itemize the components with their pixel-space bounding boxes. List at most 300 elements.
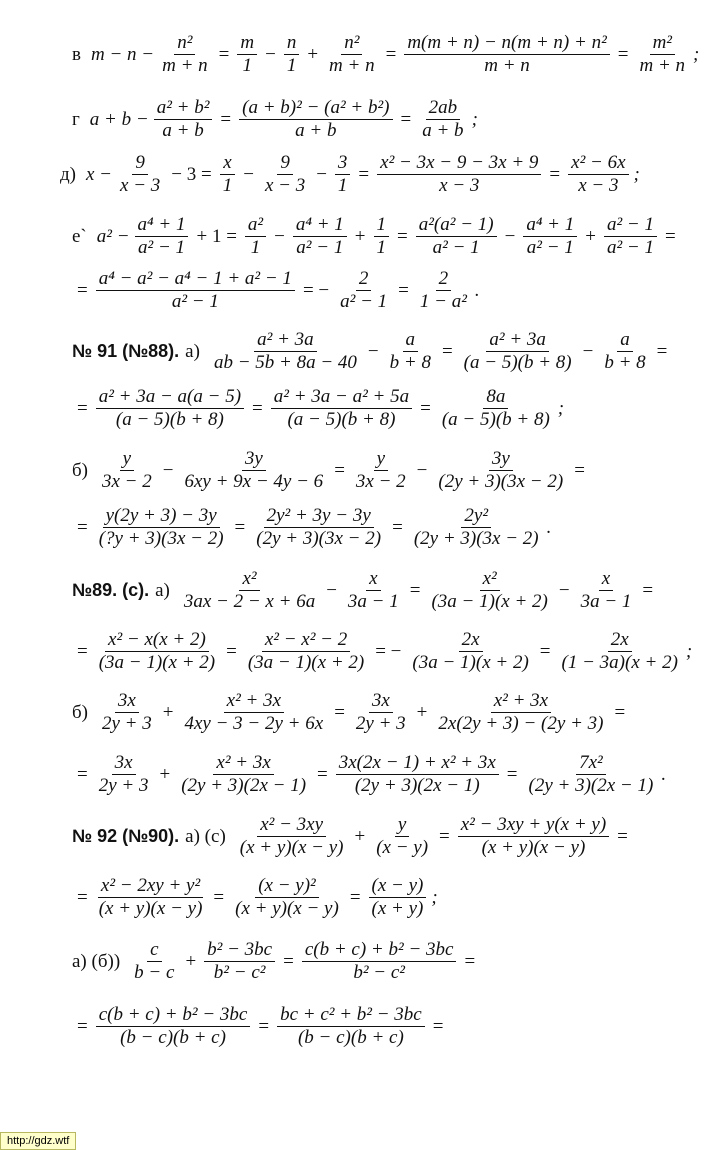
denominator: (2y + 3)(2x − 1)	[181, 775, 307, 797]
fraction	[409, 629, 531, 675]
fraction	[135, 214, 189, 260]
item-label: е`	[72, 225, 87, 247]
numerator: m²	[650, 32, 675, 55]
numerator: 2x	[608, 629, 632, 652]
operator: =	[258, 1015, 270, 1037]
numerator: 3y	[489, 448, 513, 471]
fraction	[374, 214, 390, 260]
operator: =	[665, 225, 676, 247]
operator: −	[243, 163, 254, 185]
formula-line	[72, 752, 707, 798]
fraction	[302, 939, 457, 985]
numerator: a² + 3a − a(a − 5)	[96, 386, 244, 409]
denominator: 6xy + 9x − 4y − 6	[184, 471, 324, 493]
operator: = −	[302, 279, 330, 301]
operator: =	[77, 1015, 88, 1037]
formula-line	[60, 152, 707, 198]
fraction	[159, 32, 211, 78]
denominator: (3a − 1)(x + 2)	[412, 652, 529, 674]
expression-text: ;	[471, 108, 478, 130]
numerator: 3x	[112, 752, 136, 775]
expression-text: ;	[431, 886, 438, 908]
numerator: x	[220, 152, 234, 175]
numerator: 3x(2x − 1) + x² + 3x	[336, 752, 499, 775]
denominator: 4xy − 3 − 2y + 6x	[184, 713, 324, 735]
fraction	[271, 386, 412, 432]
denominator: a² − 1	[606, 237, 654, 259]
denominator: (a − 5)(b + 8)	[463, 352, 572, 374]
fraction	[637, 32, 689, 78]
operator: =	[464, 950, 476, 972]
numerator: 3y	[242, 448, 266, 471]
numerator: 2x	[459, 629, 483, 652]
denominator: b − c	[134, 962, 175, 984]
formula-line	[72, 690, 707, 736]
numerator: 2y²	[461, 505, 491, 528]
numerator: 2ab	[426, 97, 461, 120]
operator: −	[162, 459, 174, 481]
formula-line	[72, 268, 707, 314]
operator: =	[77, 397, 88, 419]
fraction	[523, 214, 577, 260]
fraction	[601, 329, 648, 375]
fraction	[96, 505, 227, 551]
denominator: a + b	[422, 120, 464, 142]
denominator: b + 8	[389, 352, 431, 374]
operator: −	[582, 340, 594, 362]
item-label: в	[72, 43, 81, 65]
denominator: 2y + 3	[102, 713, 152, 735]
numerator: x² − 3xy	[257, 814, 326, 837]
denominator: m + n	[329, 55, 375, 77]
operator: =	[506, 763, 518, 785]
fraction	[117, 152, 163, 198]
numerator: a²(a² − 1)	[416, 214, 497, 237]
fraction	[237, 814, 347, 860]
numerator: a⁴ + 1	[293, 214, 347, 237]
operator: +	[585, 225, 596, 247]
numerator: x² − 3xy + y(x + y)	[458, 814, 609, 837]
fraction	[181, 448, 326, 494]
formula-line	[72, 875, 707, 921]
operator: =	[77, 640, 88, 662]
operator: =	[283, 950, 294, 972]
formula-line	[72, 629, 707, 675]
problem-number: №89. (с).	[72, 580, 150, 601]
fraction	[345, 568, 402, 614]
numerator: 2	[436, 268, 452, 291]
numerator: a	[617, 329, 633, 352]
denominator: 1	[242, 55, 252, 77]
expression-text: x −	[86, 163, 113, 185]
operator: =	[385, 43, 397, 65]
fraction	[458, 814, 609, 860]
operator: =	[400, 108, 412, 130]
numerator: y	[120, 448, 134, 471]
denominator: 3a − 1	[347, 591, 399, 613]
operator: −	[326, 579, 337, 601]
numerator: y(2y + 3) − 3y	[103, 505, 220, 528]
item-label: б)	[72, 701, 88, 723]
operator: +	[354, 225, 366, 247]
operator: =	[617, 825, 628, 847]
fraction	[237, 32, 257, 78]
problem-number: № 92 (№90).	[72, 826, 180, 847]
operator: =	[432, 1015, 444, 1037]
numerator: x² + 3x	[491, 690, 551, 713]
numerator: 2	[356, 268, 372, 291]
fraction	[417, 268, 470, 314]
operator: +	[185, 950, 197, 972]
operator: +	[416, 701, 428, 723]
denominator: 1	[250, 237, 261, 259]
denominator: a + b	[162, 120, 204, 142]
denominator: (x + y)(x − y)	[481, 837, 586, 859]
fraction	[435, 448, 566, 494]
fraction	[526, 752, 657, 798]
numerator: a² + 3a	[486, 329, 549, 352]
fraction	[154, 97, 213, 143]
fraction	[353, 690, 409, 736]
numerator: 1	[374, 214, 390, 237]
expression-text: ;	[685, 640, 693, 662]
fraction	[337, 268, 390, 314]
item-label: г	[72, 108, 80, 130]
fraction	[178, 752, 309, 798]
fraction	[404, 32, 609, 78]
denominator: (x + y)	[371, 898, 424, 920]
denominator: (b − c)(b + c)	[120, 1027, 226, 1049]
numerator: c(b + c) + b² − 3bc	[302, 939, 457, 962]
formula-line	[72, 97, 707, 143]
formula-line	[72, 1004, 707, 1050]
operator: =	[77, 279, 88, 301]
denominator: a + b	[295, 120, 337, 142]
denominator: x − 3	[264, 175, 306, 197]
fraction	[604, 214, 657, 260]
expression-text: a² −	[96, 225, 130, 247]
numerator: 3	[335, 152, 351, 175]
denominator: (x + y)(x − y)	[235, 898, 339, 920]
numerator: 3x	[115, 690, 139, 713]
fraction	[377, 152, 541, 198]
operator: =	[234, 516, 246, 538]
expression-text: ;	[693, 43, 700, 65]
operator: +	[307, 43, 319, 65]
formula-line	[72, 814, 707, 860]
denominator: a² − 1	[296, 237, 344, 259]
denominator: a² − 1	[171, 291, 219, 313]
numerator: a⁴ + 1	[135, 214, 189, 237]
fraction	[419, 97, 466, 143]
numerator: (x − y)	[369, 875, 427, 898]
denominator: (3a − 1)(x + 2)	[98, 652, 216, 674]
numerator: a² + 3a − a² + 5a	[271, 386, 412, 409]
fraction	[387, 329, 434, 375]
numerator: 8a	[483, 386, 508, 409]
fraction	[335, 152, 351, 198]
operator: +	[354, 825, 366, 847]
operator: −	[274, 225, 285, 247]
formula-line	[72, 329, 707, 375]
denominator: 2x(2y + 3) − (2y + 3)	[438, 713, 604, 735]
operator: +	[159, 763, 171, 785]
operator: =	[358, 163, 370, 185]
item-label: а)	[155, 579, 170, 601]
denominator: m + n	[639, 55, 686, 77]
expression-text: m − n −	[90, 43, 155, 65]
denominator: x − 3	[578, 175, 619, 197]
numerator: x² − 3x − 9 − 3x + 9	[377, 152, 541, 175]
fraction	[353, 448, 409, 494]
fraction	[284, 32, 300, 78]
fraction	[96, 875, 206, 921]
numerator: 9	[132, 152, 148, 175]
formula-line	[72, 505, 707, 551]
operator: −	[558, 579, 570, 601]
operator: −	[316, 163, 327, 185]
numerator: (x − y)²	[255, 875, 319, 898]
denominator: b + 8	[604, 352, 646, 374]
item-label: д)	[60, 163, 76, 185]
operator: =	[420, 397, 431, 419]
fraction	[293, 214, 347, 260]
operator: =	[77, 763, 88, 785]
numerator: b² − 3bc	[204, 939, 275, 962]
numerator: x	[599, 568, 613, 591]
denominator: a² − 1	[526, 237, 574, 259]
numerator: 9	[277, 152, 293, 175]
operator: =	[549, 163, 561, 185]
denominator: (2y + 3)(3x − 2)	[413, 528, 539, 550]
numerator: x² + 3x	[213, 752, 273, 775]
numerator: bc + c² + b² − 3bc	[277, 1004, 425, 1027]
expression-text: a + b −	[89, 108, 149, 130]
fraction	[369, 875, 427, 921]
expression-text: .	[661, 763, 667, 785]
denominator: (2y + 3)(3x − 2)	[256, 528, 382, 550]
denominator: b² − c²	[213, 962, 266, 984]
denominator: x − 3	[439, 175, 480, 197]
fraction	[99, 448, 155, 494]
fraction	[245, 214, 266, 260]
denominator: (3a − 1)(x + 2)	[431, 591, 548, 613]
operator: = −	[375, 640, 402, 662]
operator: =	[642, 579, 654, 601]
numerator: x² + 3x	[224, 690, 284, 713]
operator: =	[334, 459, 345, 481]
denominator: (3a − 1)(x + 2)	[247, 652, 365, 674]
fraction	[326, 32, 378, 78]
operator: =	[220, 108, 232, 130]
fraction	[336, 752, 499, 798]
fraction	[239, 97, 392, 143]
fraction	[181, 690, 326, 736]
numerator: c(b + c) + b² − 3bc	[96, 1004, 251, 1027]
item-label: а)	[185, 340, 200, 362]
denominator: ab − 5b + 8a − 40	[213, 352, 357, 374]
denominator: 3x − 2	[355, 471, 406, 493]
operator: −	[504, 225, 516, 247]
numerator: a	[403, 329, 419, 352]
operator: =	[617, 43, 629, 65]
fraction	[96, 752, 152, 798]
operator: −	[416, 459, 428, 481]
denominator: (a − 5)(b + 8)	[287, 409, 396, 431]
fraction	[568, 152, 628, 198]
operator: =	[317, 763, 328, 785]
denominator: 3x − 2	[102, 471, 152, 493]
denominator: a² − 1	[138, 237, 186, 259]
numerator: x² − 2xy + y²	[98, 875, 203, 898]
denominator: 1	[286, 55, 297, 77]
fraction	[220, 152, 236, 198]
item-label: б)	[72, 459, 88, 481]
expression-text: .	[546, 516, 552, 538]
problem-number: № 91 (№88).	[72, 341, 180, 362]
denominator: m + n	[162, 55, 208, 77]
denominator: (x + y)(x − y)	[98, 898, 203, 920]
numerator: 2y² + 3y − 3y	[264, 505, 374, 528]
fraction	[96, 386, 244, 432]
denominator: b² − c²	[353, 962, 405, 984]
formula-line	[72, 386, 707, 432]
numerator: y	[374, 448, 388, 471]
operator: =	[409, 579, 421, 601]
numerator: 3x	[369, 690, 393, 713]
fraction	[96, 1004, 251, 1050]
denominator: x − 3	[120, 175, 161, 197]
item-label: а) (б))	[72, 950, 121, 972]
fraction	[411, 505, 542, 551]
numerator: a² − 1	[604, 214, 657, 237]
numerator: a⁴ − a² − a⁴ − 1 + a² − 1	[96, 268, 295, 291]
denominator: 1	[337, 175, 348, 197]
fraction	[96, 629, 218, 675]
operator: −	[265, 43, 276, 65]
fraction	[439, 386, 553, 432]
operator: −	[367, 340, 379, 362]
denominator: 3ax − 2 − x + 6a	[183, 591, 316, 613]
numerator: y	[395, 814, 409, 837]
operator: =	[334, 701, 345, 723]
numerator: x² − 6x	[568, 152, 628, 175]
fraction	[96, 268, 295, 314]
numerator: m	[237, 32, 257, 55]
numerator: x²	[239, 568, 259, 591]
fraction	[245, 629, 367, 675]
numerator: n²	[341, 32, 362, 55]
numerator: x² − x² − 2	[262, 629, 350, 652]
fraction	[99, 690, 155, 736]
operator: =	[439, 825, 450, 847]
formula-line	[72, 939, 707, 985]
denominator: 2y + 3	[355, 713, 406, 735]
numerator: n	[284, 32, 300, 55]
numerator: a² + 3a	[254, 329, 317, 352]
denominator: (a − 5)(b + 8)	[441, 409, 550, 431]
denominator: (1 − 3a)(x + 2)	[561, 652, 678, 674]
denominator: a² − 1	[432, 237, 480, 259]
denominator: m + n	[484, 55, 530, 77]
fraction	[253, 505, 384, 551]
denominator: (b − c)(b + c)	[297, 1027, 404, 1049]
numerator: x	[366, 568, 380, 591]
fraction	[435, 690, 606, 736]
denominator: (2y + 3)(3x − 2)	[438, 471, 564, 493]
fraction	[262, 152, 308, 198]
numerator: x² − x(x + 2)	[105, 629, 209, 652]
numerator: a⁴ + 1	[523, 214, 577, 237]
fraction	[578, 568, 635, 614]
operator: =	[218, 43, 230, 65]
numerator: n²	[174, 32, 195, 55]
operator: =	[252, 397, 263, 419]
fraction	[181, 568, 318, 614]
operator: − 3 =	[171, 163, 212, 185]
operator: =	[226, 640, 237, 662]
fraction	[559, 629, 681, 675]
expression-text: ;	[557, 397, 565, 419]
denominator: (a − 5)(b + 8)	[115, 409, 224, 431]
expression-text: ;	[633, 163, 640, 185]
numerator: 7x²	[576, 752, 606, 775]
numerator: m(m + n) − n(m + n) + n²	[404, 32, 609, 55]
fraction	[416, 214, 497, 260]
denominator: 1 − a²	[419, 291, 467, 313]
denominator: (x − y)	[376, 837, 429, 859]
operator: =	[574, 459, 585, 481]
numerator: a²	[245, 214, 266, 237]
formula-line	[72, 214, 707, 260]
numerator: (a + b)² − (a² + b²)	[239, 97, 392, 120]
operator: =	[77, 886, 88, 908]
fraction	[211, 329, 360, 375]
denominator: (?y + 3)(3x − 2)	[98, 528, 224, 550]
denominator: (2y + 3)(2x − 1)	[354, 775, 480, 797]
denominator: (2y + 3)(2x − 1)	[528, 775, 654, 797]
source-url[interactable]: http://gdz.wtf	[0, 1132, 76, 1150]
fraction	[232, 875, 342, 921]
denominator: 1	[376, 237, 386, 259]
denominator: 3a − 1	[580, 591, 632, 613]
denominator: 1	[222, 175, 233, 197]
fraction	[204, 939, 275, 985]
denominator: 2y + 3	[98, 775, 149, 797]
operator: =	[349, 886, 361, 908]
operator: =	[398, 279, 409, 301]
numerator: c	[147, 939, 161, 962]
operator: =	[614, 701, 626, 723]
formula-line	[72, 32, 707, 78]
denominator: a² − 1	[340, 291, 388, 313]
operator: =	[539, 640, 551, 662]
fraction	[373, 814, 431, 860]
expression-text: .	[474, 279, 480, 301]
item-label: а) (с)	[185, 825, 226, 847]
fraction	[131, 939, 177, 985]
operator: + 1 =	[196, 225, 237, 247]
numerator: a² + b²	[154, 97, 213, 120]
formula-line	[72, 448, 707, 494]
operator: =	[441, 340, 453, 362]
operator: =	[213, 886, 225, 908]
denominator: (x + y)(x − y)	[239, 837, 344, 859]
operator: =	[392, 516, 403, 538]
fraction	[277, 1004, 425, 1050]
formula-line	[72, 568, 707, 614]
operator: +	[162, 701, 174, 723]
